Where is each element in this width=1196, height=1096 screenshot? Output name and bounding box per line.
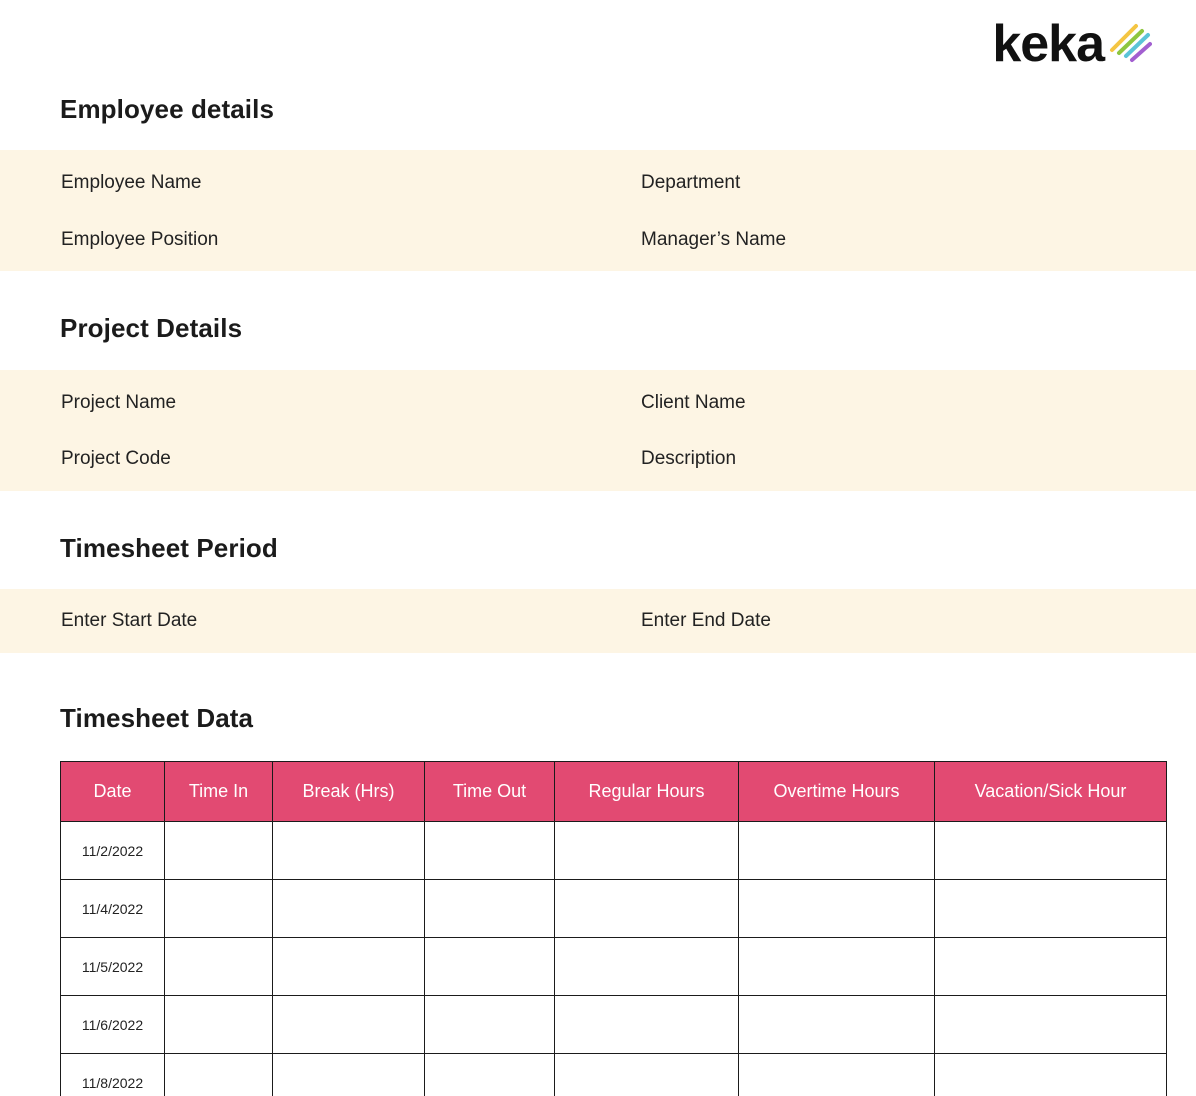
cell-vacation-sick-hour[interactable]: [935, 996, 1167, 1054]
field-department: Department: [641, 172, 741, 193]
cell-vacation-sick-hour[interactable]: [935, 880, 1167, 938]
cell-regular-hours[interactable]: [555, 996, 739, 1054]
cell-date: 11/2/2022: [61, 822, 165, 880]
field-project-code: Project Code: [61, 448, 171, 469]
page-title-timesheet-data: Timesheet Data: [60, 703, 254, 733]
cell-break[interactable]: [273, 938, 425, 996]
cell-break[interactable]: [273, 1054, 425, 1096]
table-header-row: [61, 762, 1167, 822]
field-project-name: Project Name: [61, 392, 177, 413]
cell-time-in[interactable]: [165, 996, 273, 1054]
cell-time-in[interactable]: [165, 880, 273, 938]
column-header-vacation-sick-hour: Vacation/Sick Hour: [935, 762, 1167, 822]
page-title-project-details: Project Details: [60, 313, 243, 343]
column-header-time-out: Time Out: [425, 762, 555, 822]
table-row: [61, 822, 1167, 880]
column-header-overtime-hours: Overtime Hours: [739, 762, 935, 822]
field-employee-name: Employee Name: [61, 172, 202, 193]
column-header-time-in: Time In: [165, 762, 273, 822]
cell-vacation-sick-hour[interactable]: [935, 822, 1167, 880]
cell-regular-hours[interactable]: [555, 822, 739, 880]
field-description: Description: [641, 448, 737, 469]
cell-time-in[interactable]: [165, 938, 273, 996]
sparkle-icon: [1106, 20, 1152, 73]
cell-time-out[interactable]: [425, 880, 555, 938]
cell-overtime-hours[interactable]: [739, 880, 935, 938]
cell-date: 11/6/2022: [61, 996, 165, 1054]
cell-time-out[interactable]: [425, 996, 555, 1054]
logo-wordmark: keka: [992, 15, 1104, 73]
cell-date: 11/5/2022: [61, 938, 165, 996]
cell-overtime-hours[interactable]: [739, 1054, 935, 1096]
cell-time-in[interactable]: [165, 822, 273, 880]
keka-logo: [992, 15, 1152, 73]
field-managers-name: Manager’s Name: [641, 229, 787, 250]
page-title-timesheet-period: Timesheet Period: [60, 533, 278, 563]
project-details-panel: [0, 370, 1196, 491]
cell-break[interactable]: [273, 996, 425, 1054]
cell-time-out[interactable]: [425, 1054, 555, 1096]
cell-vacation-sick-hour[interactable]: [935, 1054, 1167, 1096]
cell-regular-hours[interactable]: [555, 880, 739, 938]
table-row: [61, 1054, 1167, 1096]
cell-overtime-hours[interactable]: [739, 822, 935, 880]
employee-details-panel: [0, 150, 1196, 271]
cell-break[interactable]: [273, 822, 425, 880]
cell-time-out[interactable]: [425, 938, 555, 996]
table-row: [61, 938, 1167, 996]
cell-date: 11/8/2022: [61, 1054, 165, 1096]
cell-vacation-sick-hour[interactable]: [935, 938, 1167, 996]
cell-overtime-hours[interactable]: [739, 938, 935, 996]
table-row: [61, 880, 1167, 938]
table-row: [61, 996, 1167, 1054]
field-end-date: Enter End Date: [641, 610, 771, 631]
cell-time-in[interactable]: [165, 1054, 273, 1096]
cell-date: 11/4/2022: [61, 880, 165, 938]
cell-time-out[interactable]: [425, 822, 555, 880]
timesheet-table-wrapper: [60, 761, 1166, 1096]
field-start-date: Enter Start Date: [61, 610, 198, 631]
cell-overtime-hours[interactable]: [739, 996, 935, 1054]
cell-regular-hours[interactable]: [555, 1054, 739, 1096]
field-employee-position: Employee Position: [61, 229, 219, 250]
cell-break[interactable]: [273, 880, 425, 938]
column-header-regular-hours: Regular Hours: [555, 762, 739, 822]
page-title-employee-details: Employee details: [60, 94, 275, 124]
cell-regular-hours[interactable]: [555, 938, 739, 996]
timesheet-table: [60, 761, 1167, 1096]
timesheet-period-panel: [0, 589, 1196, 653]
column-header-break: Break (Hrs): [273, 762, 425, 822]
column-header-date: Date: [61, 762, 165, 822]
field-client-name: Client Name: [641, 392, 746, 413]
